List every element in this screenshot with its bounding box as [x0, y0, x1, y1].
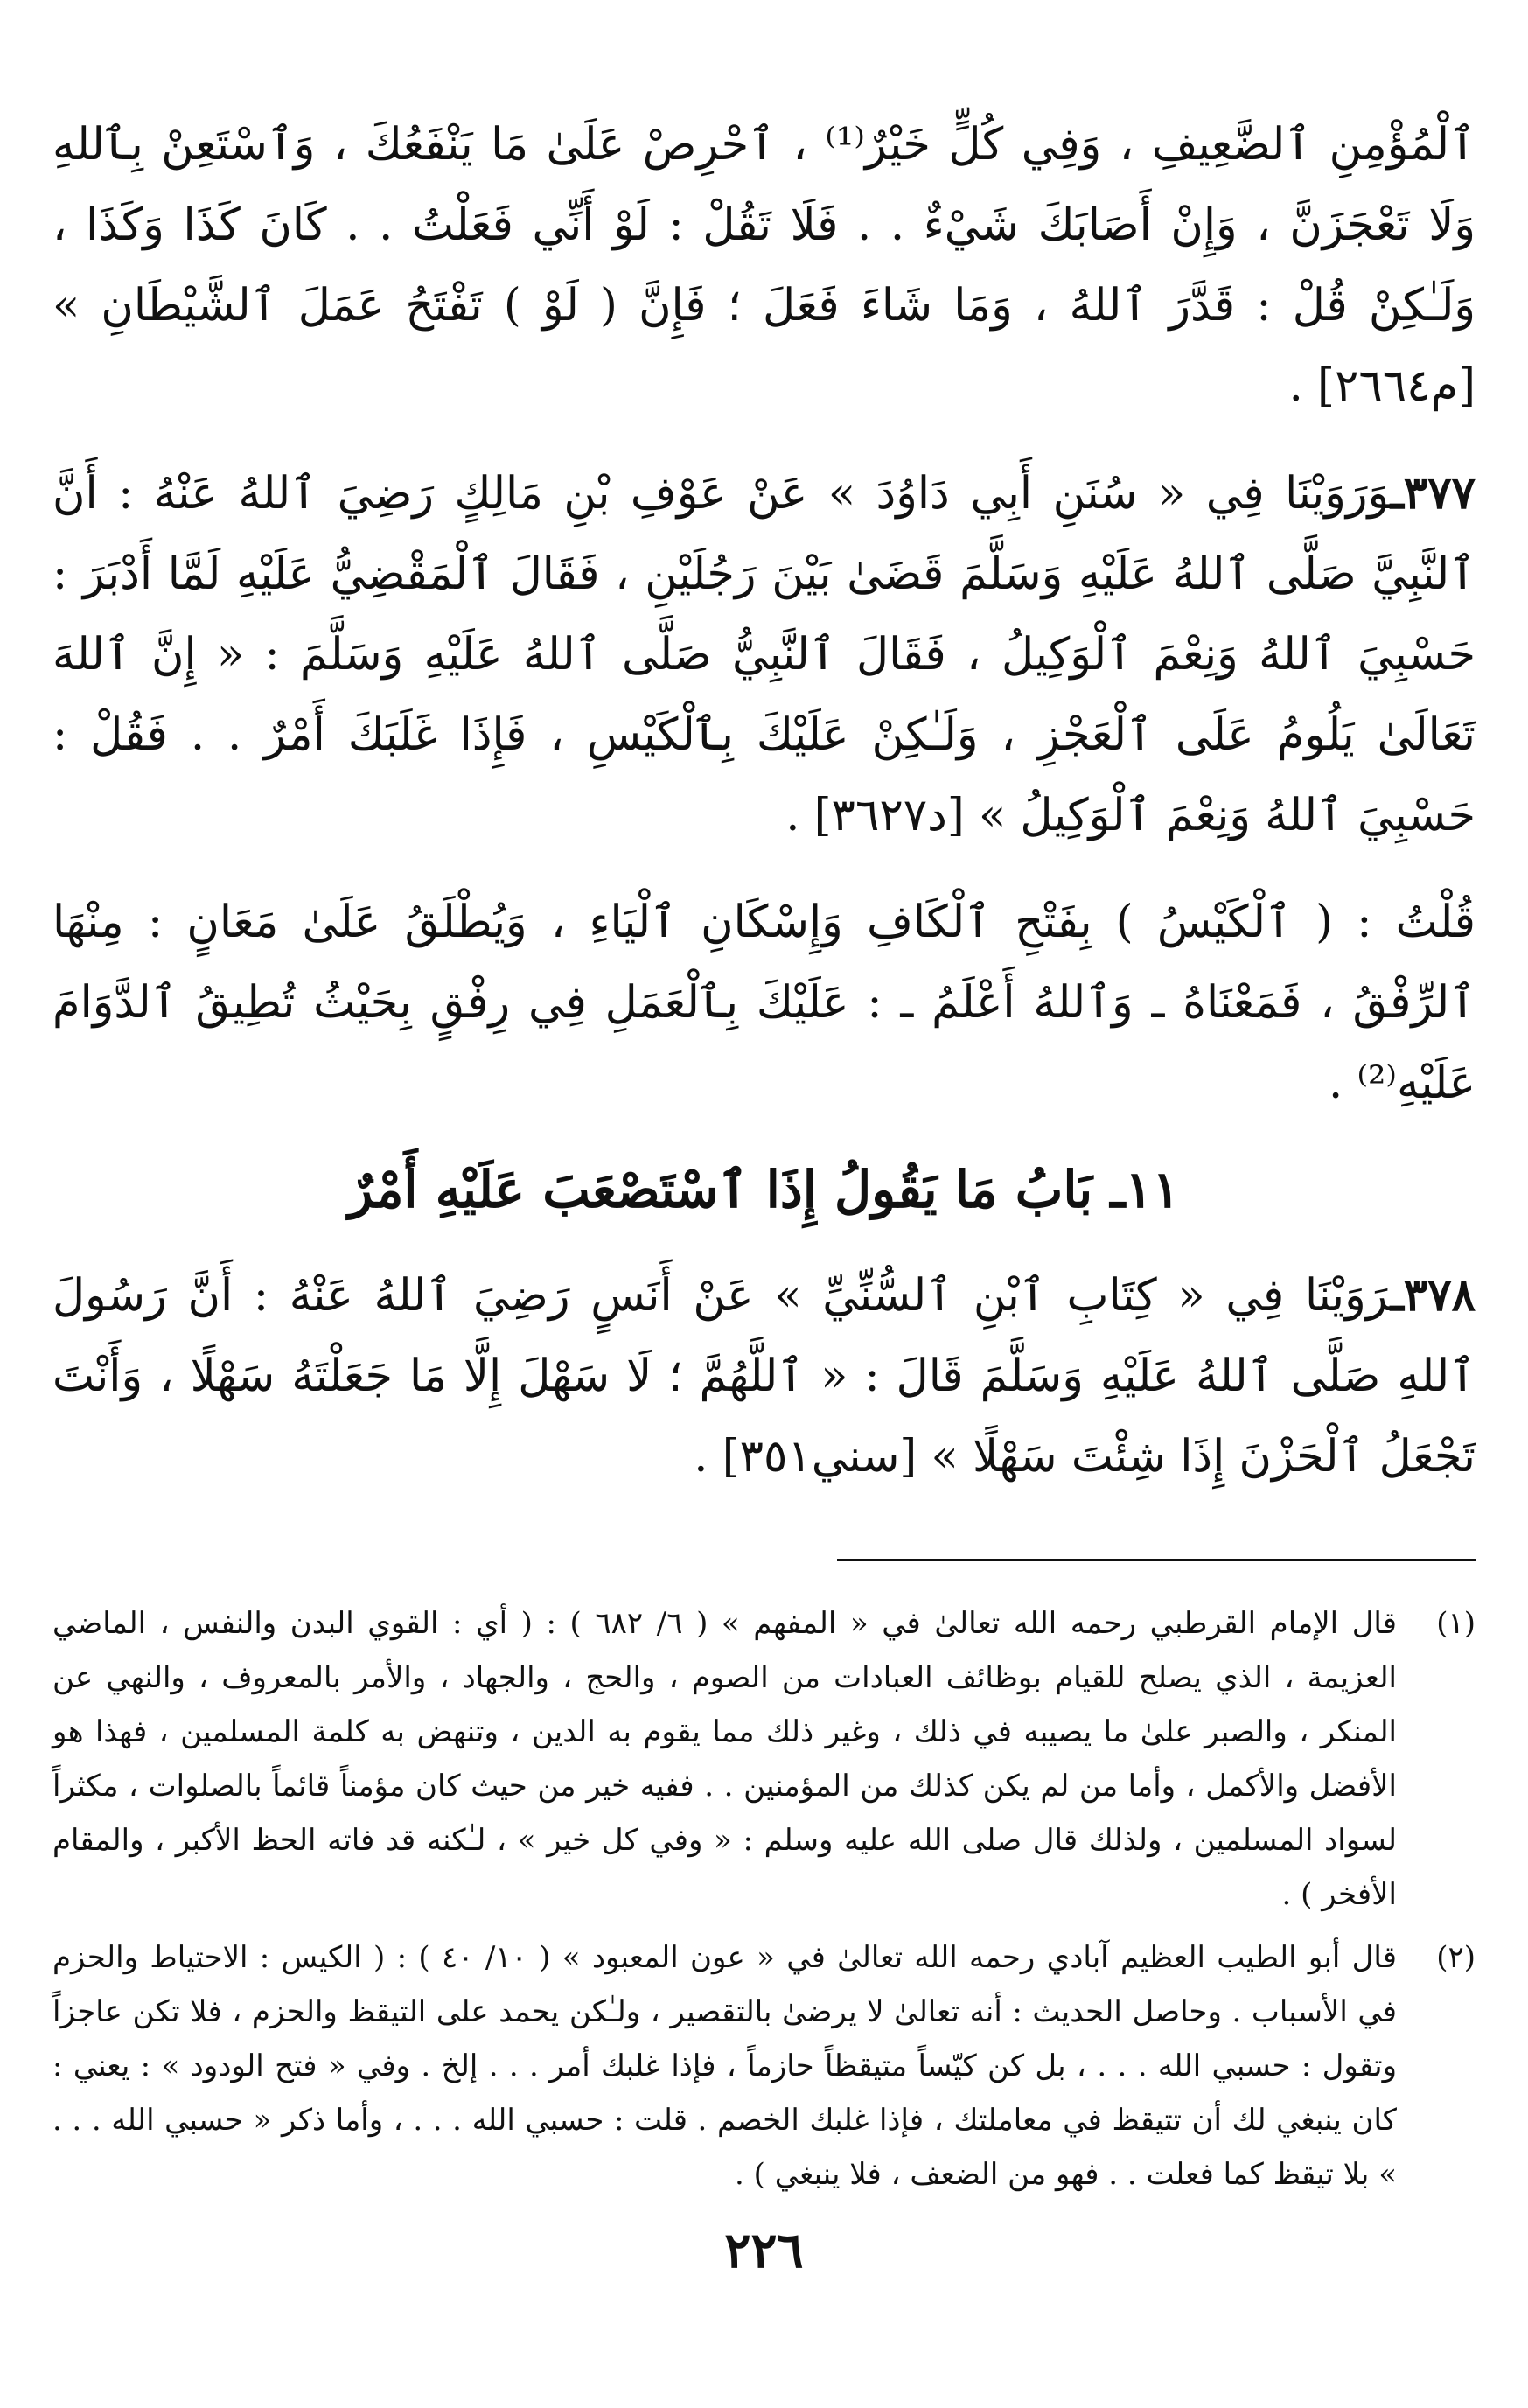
page-number: ٢٢٦ [724, 2222, 804, 2279]
hadith-number: ٣٧٨ـ [1390, 1269, 1476, 1322]
footnote [52, 1596, 1476, 1922]
footnote [52, 1930, 1476, 2202]
hadith-text: وَرَوَيْنَا فِي « سُنَنِ أَبِي دَاوُدَ » عَنْ عَوْفِ بْنِ مَالِكٍ رَضِيَ ٱللهُ عَنْهُ : أَنَّ ٱلنَّبِيَّ صَلَّى ٱللهُ عَلَيْهِ وَسَلَّمَ قَضَىٰ بَيْنَ رَجُلَيْنِ ، فَقَالَ ٱلْمَقْضِيُّ عَلَيْهِ لَمَّا أَدْبَرَ : حَسْبِيَ ٱللهُ وَنِعْمَ ٱلْوَكِيلُ ، فَقَالَ ٱلنَّبِيُّ صَلَّى ٱللهُ عَلَيْهِ وَسَلَّمَ : « إِنَّ ٱللهَ تَعَالَىٰ يَلُومُ عَلَى ٱلْعَجْزِ ، وَلَـٰكِنْ عَلَيْكَ بِٱلْكَيْسِ ، فَإِذَا غَلَبَكَ أَمْرٌ . . فَقُلْ : حَسْبِيَ ٱللهُ وَنِعْمَ ٱلْوَكِيلُ » [د٣٦٢٧] . [52, 468, 1476, 841]
hadith-377 [52, 453, 1476, 856]
hadith-text: رَوَيْنَا فِي « كِتَابِ ٱبْنِ ٱلسُّنِّيِّ » عَنْ أَنَسٍ رَضِيَ ٱللهُ عَنْهُ : أَنَّ رَسُولَ ٱللهِ صَلَّى ٱللهُ عَلَيْهِ وَسَلَّمَ قَالَ : « ٱللَّهُمَّ ؛ لَا سَهْلَ إِلَّا مَا جَعَلْتَهُ سَهْلًا ، وَأَنْتَ تَجْعَلُ ٱلْحَزْنَ إِذَا شِئْتَ سَهْلًا » [سني٣٥١] . [52, 1270, 1476, 1483]
hadith-number: ٣٧٧ـ [1390, 467, 1476, 520]
footnote-text: قال أبو الطيب العظيم آبادي رحمه الله تعالىٰ في « عون المعبود » ( ١٠/ ٤٠ ) : ( الكيس : الاحتياط والحزم في الأسباب . وحاصل الحديث : أنه تعالىٰ لا يرضىٰ بالتقصير ، ولـٰكن يحمد على التيقظ والحزم ، فلا تكن عاجزاً وتقول : حسبي الله . . . ، بل كن كيّساً متيقظاً حازماً ، فإذا غلبك أمر . . . إلخ . وفي « فتح الودود » : يعني : كان ينبغي لك أن تتيقظ في معاملتك ، فإذا غلبك الخصم . قلت : حسبي الله . . . ، وأما ذكر « حسبي الله . . . » بلا تيقظ كما فعلت . . فهو من الضعف ، فلا ينبغي ) . [52, 1940, 1397, 2192]
paragraph-continuation: ٱلْمُؤْمِنِ ٱلضَّعِيفِ ، وَفِي كُلٍّ خَيْرٌ⁽¹⁾ ، ٱحْرِصْ عَلَىٰ مَا يَنْفَعُكَ ، وَٱسْتَعِنْ بِٱللهِ وَلَا تَعْجَزَنَّ ، وَإِنْ أَصَابَكَ شَيْءٌ . . فَلَا تَقُلْ : لَوْ أَنِّي فَعَلْتُ . . كَانَ كَذَا وَكَذَا ، وَلَـٰكِنْ قُلْ : قَدَّرَ ٱللهُ ، وَمَا شَاءَ فَعَلَ ؛ فَإِنَّ ( لَوْ ) تَفْتَحُ عَمَلَ ٱلشَّيْطَانِ » [م٢٦٦٤] . [52, 119, 1476, 412]
book-page [52, 105, 1476, 2344]
main-text [52, 105, 1476, 1497]
commentary-paragraph: قُلْتُ : ( ٱلْكَيْسُ ) بِفَتْحِ ٱلْكَافِ وَإِسْكَانِ ٱلْيَاءِ ، وَيُطْلَقُ عَلَىٰ مَعَانٍ : مِنْهَا ٱلرِّفْقُ ، فَمَعْنَاهُ ـ وَٱللهُ أَعْلَمُ ـ : عَلَيْكَ بِٱلْعَمَلِ فِي رِفْقٍ بِحَيْثُ تُطِيقُ ٱلدَّوَامَ عَلَيْهِ⁽²⁾ . [52, 897, 1476, 1109]
chapter-heading: ١١ـ بَابُ مَا يَقُولُ إِذَا ٱسْتَصْعَبَ عَلَيْهِ أَمْرٌ [348, 1160, 1180, 1219]
footnote-number: (١) [1436, 1606, 1476, 1641]
footnote-text: قال الإمام القرطبي رحمه الله تعالىٰ في « المفهم » ( ٦/ ٦٨٢ ) : ( أي : القوي البدن والنفس ، الماضي العزيمة ، الذي يصلح للقيام بوظائف العبادات من الصوم ، والحج ، والجهاد ، والأمر بالمعروف ، والنهي عن المنكر ، والصبر علىٰ ما يصيبه في ذلك ، وغير ذلك مما يقوم به الدين ، وتنهض به كلمة المسلمين ، فهذا هو الأفضل والأكمل ، وأما من لم يكن كذلك من المؤمنين . . ففيه خير من حيث كان مؤمناً قائماً بالصلوات ، مكثراً لسواد المسلمين ، ولذلك قال صلى الله عليه وسلم : « وفي كل خير » ، لـٰكنه قد فاته الحظ الأكبر ، والمقام الأفخر ) . [52, 1606, 1398, 1912]
footnote-divider-wrap [52, 1559, 1476, 1561]
footnotes [52, 1596, 1476, 2202]
hadith-378 [52, 1255, 1476, 1497]
footnote-number: (٢) [1436, 1940, 1476, 1975]
footnote-divider [837, 1559, 1476, 1561]
